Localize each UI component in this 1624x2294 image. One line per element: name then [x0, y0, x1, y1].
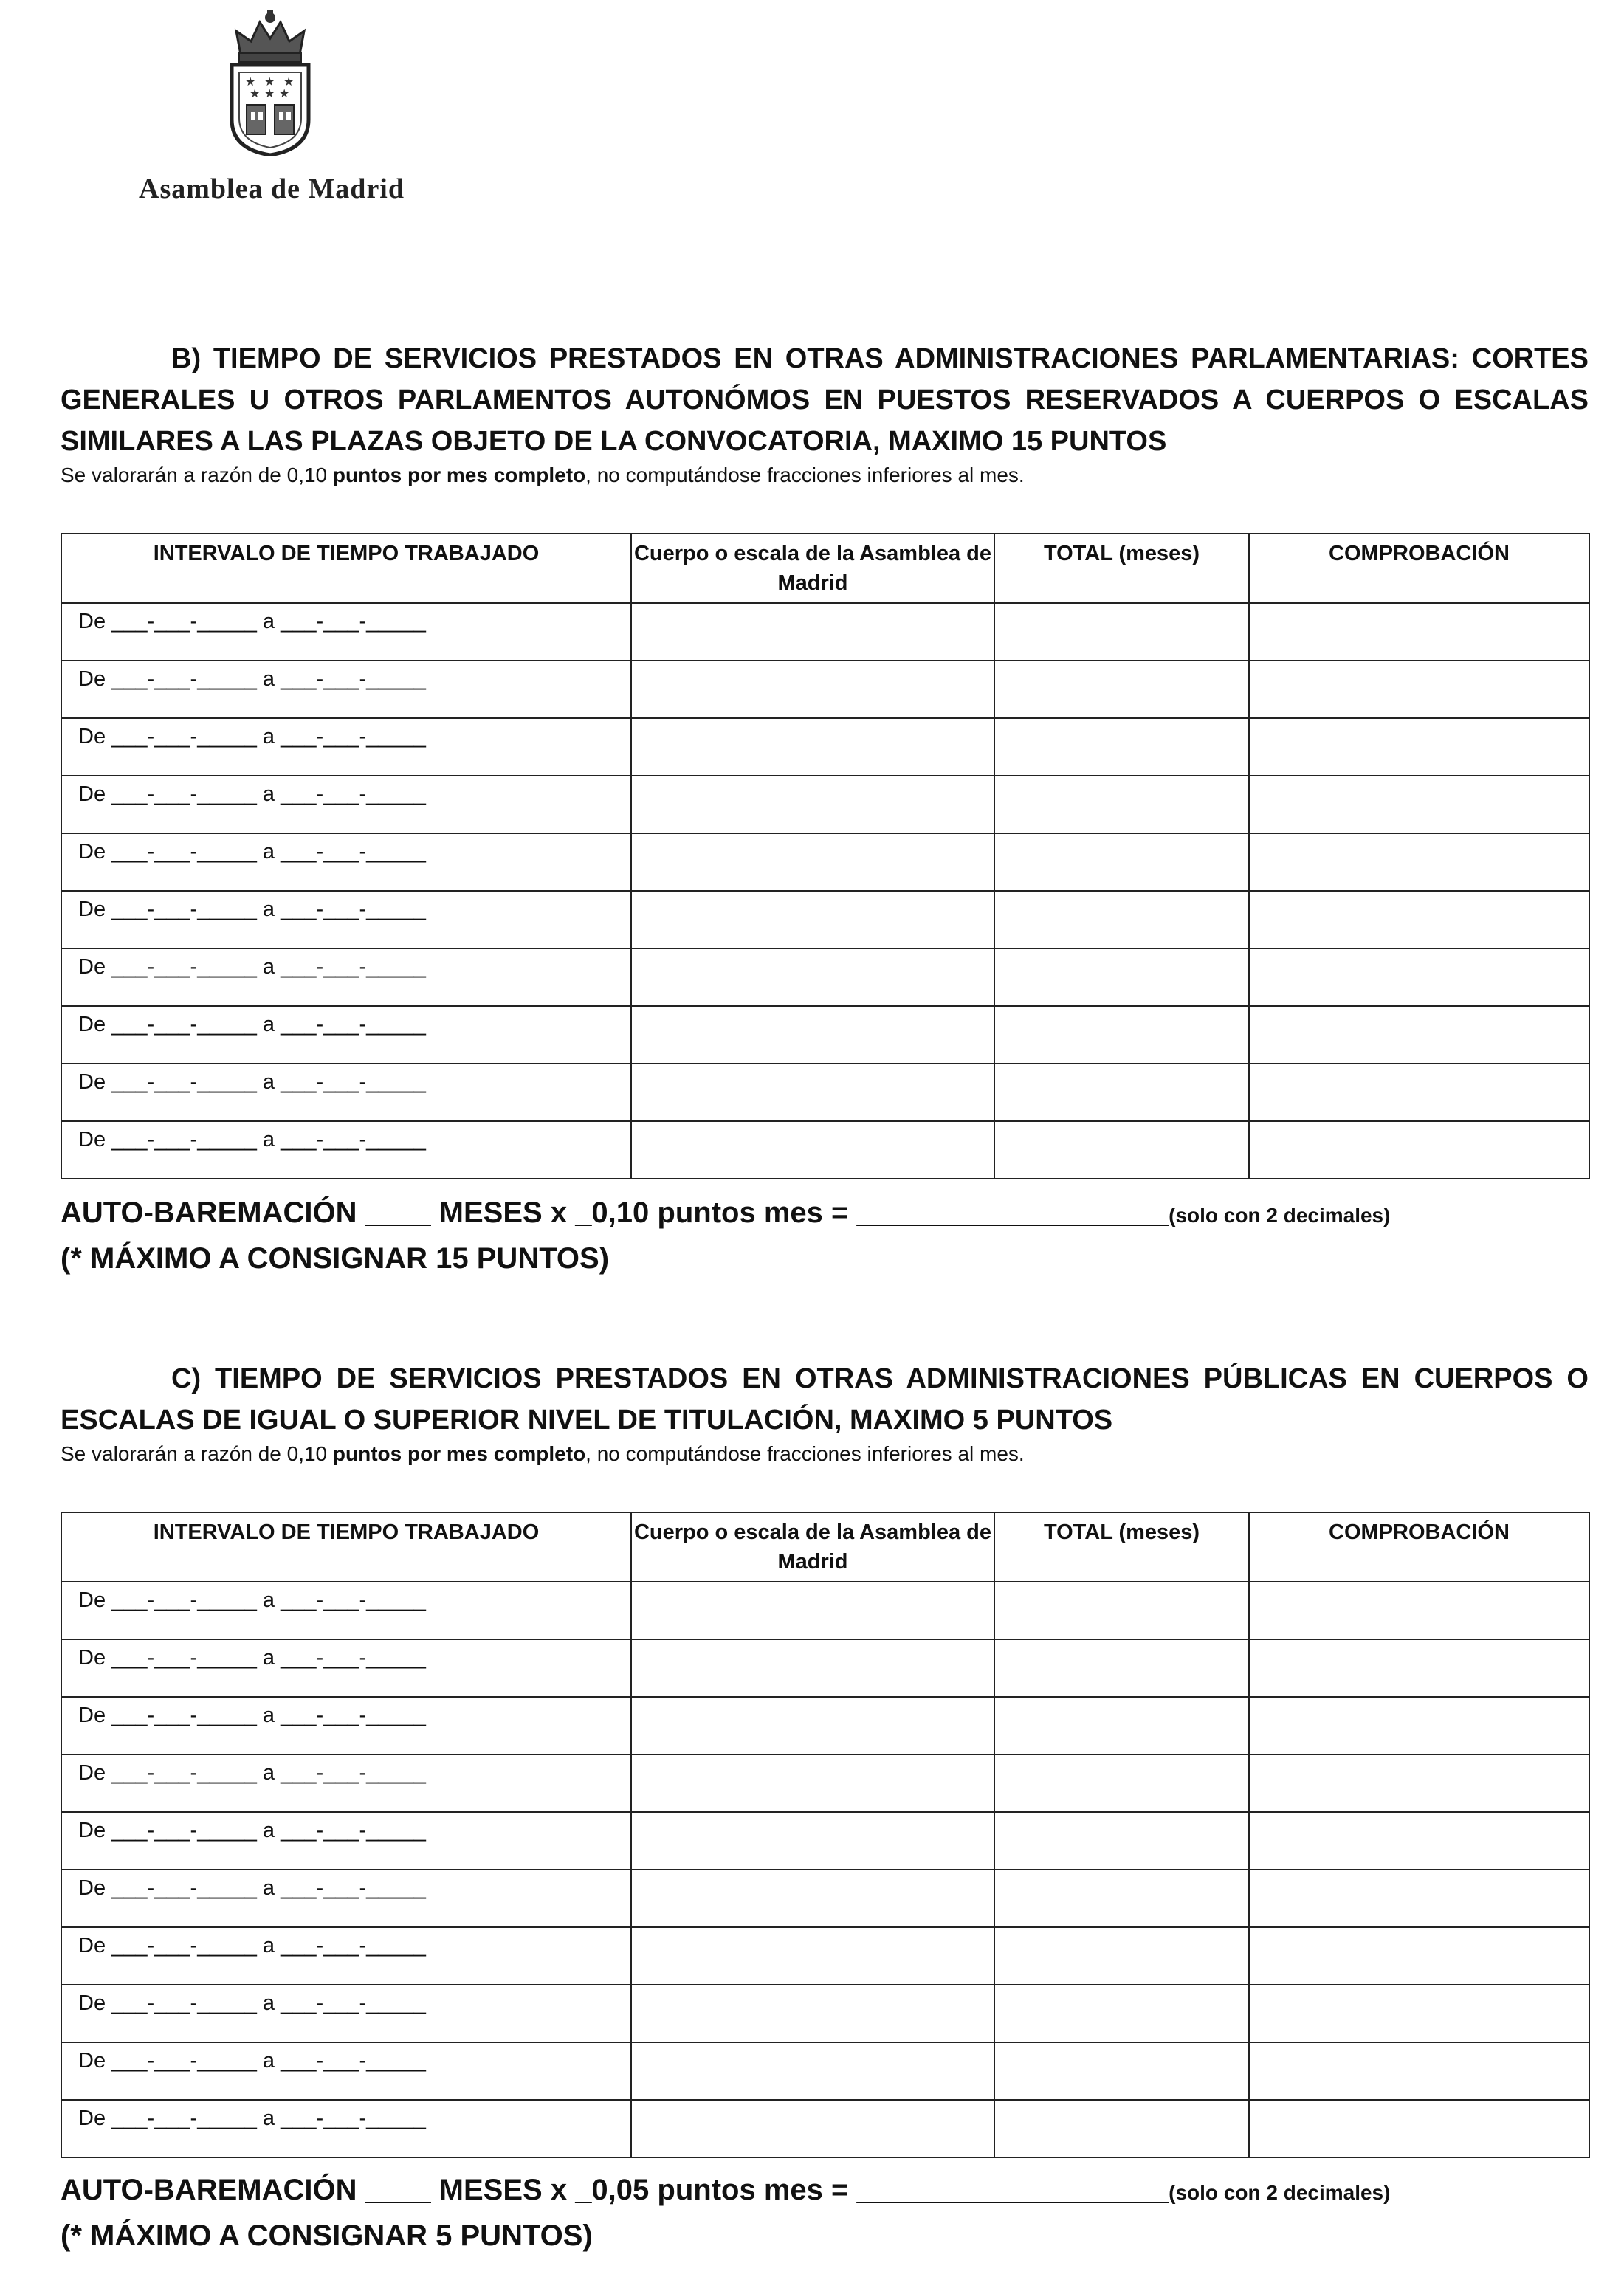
interval-cell[interactable]: De ___-___-_____ a ___-___-_____: [61, 661, 631, 718]
interval-cell[interactable]: De ___-___-_____ a ___-___-_____: [61, 2100, 631, 2157]
body-cell[interactable]: [631, 1121, 994, 1179]
table-row: [61, 1870, 1589, 1927]
interval-cell[interactable]: De ___-___-_____ a ___-___-_____: [61, 833, 631, 891]
table-row: [61, 1582, 1589, 1639]
table-row: [61, 718, 1589, 776]
total-cell[interactable]: [994, 1870, 1249, 1927]
body-cell[interactable]: [631, 1927, 994, 1985]
interval-cell[interactable]: De ___-___-_____ a ___-___-_____: [61, 1582, 631, 1639]
svg-text:★: ★: [283, 75, 295, 89]
interval-cell[interactable]: De ___-___-_____ a ___-___-_____: [61, 1064, 631, 1121]
interval-cell[interactable]: De ___-___-_____ a ___-___-_____: [61, 1006, 631, 1064]
total-cell[interactable]: [994, 1121, 1249, 1179]
check-cell[interactable]: [1249, 1812, 1589, 1870]
table-row: [61, 2100, 1589, 2157]
coat-of-arms-icon: [219, 9, 322, 156]
check-cell[interactable]: [1249, 776, 1589, 833]
section-b-table: [61, 533, 1590, 1179]
body-cell[interactable]: [631, 1985, 994, 2042]
total-cell[interactable]: [994, 1985, 1249, 2042]
interval-cell[interactable]: De ___-___-_____ a ___-___-_____: [61, 948, 631, 1006]
column-header-total: TOTAL (meses): [994, 534, 1249, 603]
check-cell[interactable]: [1249, 1870, 1589, 1927]
interval-cell[interactable]: De ___-___-_____ a ___-___-_____: [61, 1754, 631, 1812]
body-cell[interactable]: [631, 1870, 994, 1927]
table-row: [61, 1697, 1589, 1754]
interval-cell[interactable]: De ___-___-_____ a ___-___-_____: [61, 776, 631, 833]
interval-cell[interactable]: De ___-___-_____ a ___-___-_____: [61, 2042, 631, 2100]
check-cell[interactable]: [1249, 661, 1589, 718]
table-row: [61, 948, 1589, 1006]
column-header-interval: INTERVALO DE TIEMPO TRABAJADO: [61, 1512, 631, 1582]
section-b-max: (* MÁXIMO A CONSIGNAR 15 PUNTOS): [61, 1242, 610, 1275]
interval-cell[interactable]: De ___-___-_____ a ___-___-_____: [61, 1985, 631, 2042]
total-cell[interactable]: [994, 718, 1249, 776]
check-cell[interactable]: [1249, 718, 1589, 776]
column-header-check: COMPROBACIÓN: [1249, 1512, 1589, 1582]
table-row: [61, 1064, 1589, 1121]
column-header-body: Cuerpo o escala de la Asamblea de Madrid: [631, 1512, 994, 1582]
table-row: [61, 1121, 1589, 1179]
interval-cell[interactable]: De ___-___-_____ a ___-___-_____: [61, 1639, 631, 1697]
table-row: [61, 1754, 1589, 1812]
section-c-title: C) TIEMPO DE SERVICIOS PRESTADOS EN OTRAS ADMINISTRACIONES PÚBLICAS EN CUERPOS O ESCALAS DE IGUAL O SUPERIOR NIVEL DE TITULACIÓN, MAXIMO 5 PUNTOS: [61, 1363, 1589, 1436]
check-cell[interactable]: [1249, 948, 1589, 1006]
check-cell[interactable]: [1249, 833, 1589, 891]
check-cell[interactable]: [1249, 1985, 1589, 2042]
body-cell[interactable]: [631, 1006, 994, 1064]
column-header-interval: INTERVALO DE TIEMPO TRABAJADO: [61, 534, 631, 603]
check-cell[interactable]: [1249, 1006, 1589, 1064]
interval-cell[interactable]: De ___-___-_____ a ___-___-_____: [61, 718, 631, 776]
body-cell[interactable]: [631, 1697, 994, 1754]
interval-cell[interactable]: De ___-___-_____ a ___-___-_____: [61, 1927, 631, 1985]
interval-cell[interactable]: De ___-___-_____ a ___-___-_____: [61, 1121, 631, 1179]
check-cell[interactable]: [1249, 1639, 1589, 1697]
section-c-max: (* MÁXIMO A CONSIGNAR 5 PUNTOS): [61, 2219, 593, 2252]
total-cell[interactable]: [994, 2100, 1249, 2157]
interval-cell[interactable]: De ___-___-_____ a ___-___-_____: [61, 603, 631, 661]
interval-cell[interactable]: De ___-___-_____ a ___-___-_____: [61, 891, 631, 948]
body-cell[interactable]: [631, 1639, 994, 1697]
check-cell[interactable]: [1249, 1064, 1589, 1121]
column-header-check: COMPROBACIÓN: [1249, 534, 1589, 603]
check-cell[interactable]: [1249, 2100, 1589, 2157]
total-cell[interactable]: [994, 1582, 1249, 1639]
svg-text:★: ★: [264, 75, 275, 89]
svg-text:★: ★: [279, 86, 290, 100]
section-c-auto-score: [61, 2169, 1390, 2257]
body-cell[interactable]: [631, 833, 994, 891]
section-c: [61, 1358, 1589, 1467]
table-row: [61, 776, 1589, 833]
total-cell[interactable]: [994, 948, 1249, 1006]
interval-cell[interactable]: De ___-___-_____ a ___-___-_____: [61, 1812, 631, 1870]
total-cell[interactable]: [994, 1927, 1249, 1985]
section-b-note: Se valorarán a razón de 0,10 puntos por mes completo, no computándose fracciones inferiores al mes.: [61, 464, 1025, 486]
table-row: [61, 661, 1589, 718]
total-cell[interactable]: [994, 661, 1249, 718]
total-cell[interactable]: [994, 833, 1249, 891]
body-cell[interactable]: [631, 1064, 994, 1121]
total-cell[interactable]: [994, 891, 1249, 948]
check-cell[interactable]: [1249, 2042, 1589, 2100]
section-b-formula[interactable]: AUTO-BAREMACIÓN ____ MESES x _0,10 puntos mes = ___________________(solo con 2 decimales): [61, 1196, 1391, 1229]
table-row: [61, 1927, 1589, 1985]
check-cell[interactable]: [1249, 1927, 1589, 1985]
total-cell[interactable]: [994, 1697, 1249, 1754]
body-cell[interactable]: [631, 1754, 994, 1812]
total-cell[interactable]: [994, 603, 1249, 661]
check-cell[interactable]: [1249, 1582, 1589, 1639]
total-cell[interactable]: [994, 1812, 1249, 1870]
column-header-total: TOTAL (meses): [994, 1512, 1249, 1582]
section-c-formula[interactable]: AUTO-BAREMACIÓN ____ MESES x _0,05 puntos mes = ___________________(solo con 2 decimales): [61, 2174, 1391, 2206]
institution-logo: [94, 9, 449, 208]
section-c-note: Se valorarán a razón de 0,10 puntos por mes completo, no computándose fracciones inferiores al mes.: [61, 1442, 1025, 1465]
check-cell[interactable]: [1249, 603, 1589, 661]
interval-cell[interactable]: De ___-___-_____ a ___-___-_____: [61, 1697, 631, 1754]
body-cell[interactable]: [631, 948, 994, 1006]
table-row: [61, 1985, 1589, 2042]
total-cell[interactable]: [994, 1006, 1249, 1064]
table-row: [61, 1006, 1589, 1064]
svg-text:★: ★: [250, 86, 261, 100]
institution-name: Asamblea de Madrid: [139, 173, 405, 204]
total-cell[interactable]: [994, 776, 1249, 833]
total-cell[interactable]: [994, 1754, 1249, 1812]
section-b: [61, 338, 1589, 489]
body-cell[interactable]: [631, 661, 994, 718]
check-cell[interactable]: [1249, 891, 1589, 948]
check-cell[interactable]: [1249, 1754, 1589, 1812]
total-cell[interactable]: [994, 2042, 1249, 2100]
body-cell[interactable]: [631, 603, 994, 661]
section-c-table: [61, 1512, 1590, 2158]
total-cell[interactable]: [994, 1639, 1249, 1697]
body-cell[interactable]: [631, 1812, 994, 1870]
body-cell[interactable]: [631, 776, 994, 833]
check-cell[interactable]: [1249, 1697, 1589, 1754]
table-row: [61, 2042, 1589, 2100]
body-cell[interactable]: [631, 891, 994, 948]
column-header-body: Cuerpo o escala de la Asamblea de Madrid: [631, 534, 994, 603]
table-row: [61, 603, 1589, 661]
body-cell[interactable]: [631, 2042, 994, 2100]
table-row: [61, 891, 1589, 948]
body-cell[interactable]: [631, 1582, 994, 1639]
body-cell[interactable]: [631, 2100, 994, 2157]
total-cell[interactable]: [994, 1064, 1249, 1121]
interval-cell[interactable]: De ___-___-_____ a ___-___-_____: [61, 1870, 631, 1927]
body-cell[interactable]: [631, 718, 994, 776]
svg-text:★: ★: [245, 75, 256, 89]
table-row: [61, 833, 1589, 891]
check-cell[interactable]: [1249, 1121, 1589, 1179]
section-b-auto-score: [61, 1191, 1390, 1280]
svg-text:★: ★: [264, 86, 275, 100]
table-row: [61, 1812, 1589, 1870]
table-row: [61, 1639, 1589, 1697]
section-b-title: B) TIEMPO DE SERVICIOS PRESTADOS EN OTRAS ADMINISTRACIONES PARLAMENTARIAS: CORTES GENERALES U OTROS PARLAMENTOS AUTONÓMOS EN PUESTOS RESERVADOS A CUERPOS O ESCALAS SIMILARES A LAS PLAZAS OBJETO DE LA CONVOCATORIA, MAXIMO 15 PUNTOS: [61, 343, 1589, 457]
